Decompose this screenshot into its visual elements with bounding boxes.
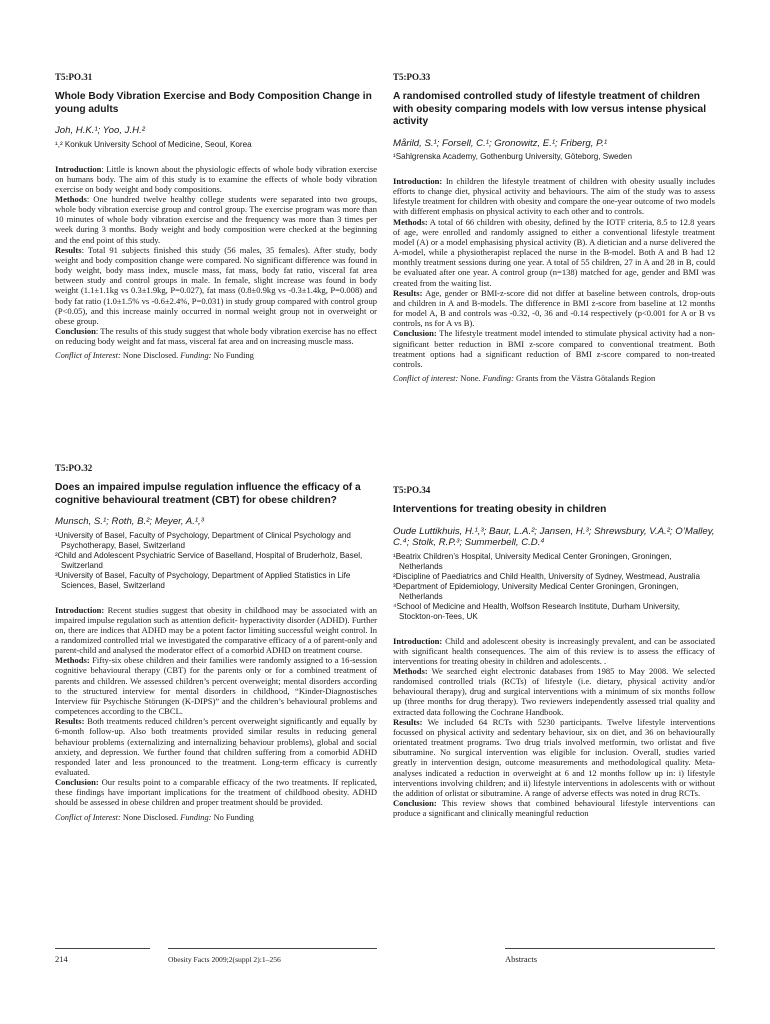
affiliation: ¹Beatrix Children’s Hospital, University Medical Center Groningen, Groningen, Netherlands — [393, 551, 672, 571]
abstract-body — [55, 164, 377, 347]
section-heading: Conclusion: — [393, 328, 437, 339]
section-text: The lifestyle treatment model intended to stimulate physical activity had a non-significant better reduction in BMI z-score compared to conventional treatment. Both treatment options had a significant reduction of BMI z-score compared to non-treated controls. — [393, 328, 715, 369]
section-heading: Results: — [393, 716, 423, 727]
page-number: 214 — [55, 954, 68, 964]
abstract-affiliations — [55, 140, 377, 150]
footer-rule-right — [505, 948, 715, 949]
abstract-section — [393, 717, 715, 798]
abstract-body — [393, 636, 715, 819]
section-heading: Methods: — [393, 216, 428, 227]
abstract-affiliations — [393, 152, 715, 162]
affiliation: ¹,² Konkuk University School of Medicine, Seoul, Korea — [55, 139, 252, 149]
abstract-section — [393, 328, 715, 369]
footer-rule-center — [168, 948, 377, 949]
abstract-section — [393, 217, 715, 288]
abstract-body — [393, 176, 715, 369]
abstract-section — [55, 716, 377, 777]
abstract-affiliations — [393, 552, 715, 622]
section-text: Our results point to a comparable efficacy of the two treatments. If replicated, these findings have important implications for the treatment of childhood obesity. ADHD should be assessed in obese children and proper treatment should be provided. — [55, 777, 378, 808]
abstract-affiliations — [55, 531, 377, 591]
section-heading: Results: — [55, 716, 85, 727]
section-text: One hundred twelve healthy college students were separated into two groups, whole body vibration exercise group and control group. The exercise program was more than 10 minutes of whole body vibration exercise and the frequency was more than 3 times per week during 3 months. Body weight and body composition were checked at the beginning and the end point of this study. — [55, 193, 377, 245]
section-heading: Methods — [55, 193, 87, 204]
section-text: Total 91 subjects finished this study (56 males, 35 females). After study, body weight and body composition change were compared. No significant difference was found in body weight, body mass index, muscle mass, fat mass, body fat ratio, visceral fat area between study and control groups in male. In female, slight increase was found in body weight (1.1±1.1kg vs 0.3±1.9kg, P=0.027), fat mass (0.8±0.9kg vs -0.3±1.4kg, P=0.008) and body fat ratio (1.0±1.5% vs -0.6±2.4%, P=0.031) in study group compared with control group (P<0.05), and this increase mainly occurred in normal weight group not in overweight or obese group. — [55, 244, 377, 326]
abstract-section — [393, 176, 715, 217]
abstract-section: Introduction: Little is known about the physiologic effects of whole body vibration exercise on humans body. The aim of this study is to examine the effects of whole body vibration exercise on body weight and body compositions. — [55, 163, 378, 194]
section-text: We searched eight electronic databases from 1985 to May 2008. We selected randomised controlled trials (RCTs) of lifestyle (i.e. dietary, physical activity and/or behavioural therapy), drug and surgical interventions with a minimum of six months follow up (three months for drug therapy). Two reviewers independently assessed trial quality and extracted data following the Cochrane Handbook. — [393, 665, 715, 717]
abstract-t5-po32 — [55, 463, 377, 823]
conflict-of-interest: Conflict of Interest: None Disclosed. Funding: No Funding — [55, 351, 254, 361]
section-heading: Methods: — [393, 665, 428, 676]
abstract-authors: Mårild, S.¹; Forsell, C.¹; Gronowitz, E.¹; Friberg, P.¹ — [393, 137, 608, 149]
abstract-code: T5:PO.33 — [393, 72, 431, 82]
abstract-title: Whole Body Vibration Exercise and Body Composition Change in young adults — [55, 91, 372, 115]
abstract-title: Does an impaired impulse regulation influence the efficacy of a cognitive behavioural treatment (CBT) for obese children? — [55, 482, 361, 506]
conflict-of-interest: Conflict of interest: None. Funding: Grants from the Västra Götalands Region — [393, 373, 656, 383]
section-heading: Conclusion — [55, 326, 96, 336]
section-heading: Introduction: — [393, 176, 443, 186]
section-text: Both treatments reduced children’s percent overweight significantly and equally by 6-month follow-up. Also both treatments provided similar results in reducing general behaviour problems (externalizing and internalizing behaviour problems), global and social anxiety, and depression. We further found that children suffering from a comorbid ADHD responded later and less pronounced to the treatment. Long-term efficacy is currently evaluated. — [55, 716, 378, 777]
abstract-section: Methods: One hundred twelve healthy college students were separated into two groups, whole body vibration exercise group and control group. The exercise program was more than 10 minutes of whole body vibration exercise and the frequency was more than 3 times per week during 3 months. Body weight and body composition were checked at the beginning and the end point of this study. — [55, 193, 377, 245]
abstract-section — [55, 777, 377, 807]
abstract-t5-po33 — [393, 72, 715, 384]
abstract-section: Conclusion: The results of this study suggest that whole body vibration exercise has no effect on reducing body weight and fat mass, visceral fat area and on increasing muscle mass. — [55, 326, 377, 347]
section-heading: Results: — [393, 287, 423, 298]
section-text: A total of 66 children with obesity, defined by the IOTF criteria, 8.5 to 12.8 years of age, were enrolled and randomly assigned to either a conventional lifestyle treatment model (A) or a model emphasising physical activity (B). A dietician and a nurse delivered the A-model, while a physiotherapist replaced the nurse in the B-model. Both A and B had 12 monthly treatment sessions during one year. A total of 55 children, 27 in A and 28 in B, could be evaluated after one year. A control group (n=138) matched for age, gender and BMI was created from the waiting list. — [393, 216, 715, 288]
section-heading: Methods: — [55, 655, 90, 666]
section-text: The results of this study suggest that whole body vibration exercise has no effect on reducing body weight and fat mass, visceral fat area and on increasing muscle mass. — [55, 326, 377, 347]
conflict-of-interest: Conflict of Interest: None Disclosed. Funding: No Funding — [55, 812, 254, 822]
abstract-section — [393, 636, 715, 666]
abstract-t5-po34 — [393, 485, 715, 818]
section-heading: Results — [55, 244, 82, 255]
abstract-section: Results: Total 91 subjects finished this study (56 males, 35 females). After study, body weight and body composition change were compared. No significant difference was found in body weight, body mass index, muscle mass, fat mass, body fat ratio, visceral fat area between study and control groups in male. In female, slight increase was found in body weight (1.1±1.1kg vs 0.3±1.9kg, P=0.027), fat mass (0.8±0.9kg vs -0.3±1.4kg, P=0.008) and body fat ratio (1.0±1.5% vs -0.6±2.4%, P=0.031) in study group compared with control group (P<0.05), and this increase mainly occurred in normal weight group not in overweight or obese group. — [55, 244, 377, 326]
abstract-authors: Oude Luttikhuis, H.¹,³; Baur, L.A.²; Jansen, H.³; Shrewsbury, V.A.²; O’Malley, C.⁴; Stolk, R.P.³; Summerbell, C.D.⁴ — [393, 525, 715, 548]
abstract-t5-po31 — [55, 72, 377, 361]
section-text: This review shows that combined behavioural lifestyle interventions can produce a significant and clinically meaningful reduction — [393, 798, 715, 819]
affiliation: ¹Sahlgrenska Academy, Gothenburg University, Göteborg, Sweden — [393, 152, 633, 161]
abstract-code: T5:PO.32 — [55, 463, 93, 473]
affiliation: ²Discipline of Paediatrics and Child Health, University of Sydney, Westmead, Australia — [393, 571, 700, 581]
affiliation: ³Department of Epidemiology, University Medical Center Groningen, Groningen, Netherlands — [393, 581, 679, 601]
section-text: In children the lifestyle treatment of children with obesity usually includes efforts to change diet, physical activity and behaviours. The aim of the study was to assess lifestyle treatment for children with obesity and compare the one-year outcome of two models with different emphasis on physical activity to each other and to controls. — [393, 176, 716, 217]
section-heading: Introduction: — [55, 604, 105, 615]
section-heading: Introduction: — [393, 635, 443, 646]
abstract-section — [55, 605, 377, 656]
affiliation: ²Child and Adolescent Psychiatric Service of Baselland, Hospital of Bruderholz, Basel, Switzerland — [55, 550, 363, 570]
section-heading: Conclusion: — [393, 798, 437, 808]
section-text: We included 64 RCTs with 5230 participants. Twelve lifestyle interventions focussed on physical activity and sedentary behaviour, six on diet, and 36 on behaviourally orientated treatment programs. Two drug trials involved metformin, two orlistat and five sibutramine. No surgical intervention was eligible for inclusion. Overall, studies varied greatly in intervention design, outcome measurements and methodological quality. Meta-analyses indicated a reduction in overweight at 6 and 12 months follow up in: i) lifestyle interventions involving children; and ii) lifestyle interventions in adolescents with or without the addition of orlistat or sibutramine. A range of adverse effects was noted in drug RCTs. — [393, 716, 715, 798]
abstract-title: Interventions for treating obesity in children — [393, 504, 607, 515]
abstract-section — [55, 655, 377, 716]
section-text: Recent studies suggest that obesity in childhood may be associated with an impaired impulse regulation such as attention deficit- hyperactivity disorder (ADHD). Further on, there are indices that ADHD may be a potent factor limiting successful weight control. In a randomized controlled trial we investigated the comparative efficacy of a of parent-only and parent-child and analysed the moderator effect of a comorbid ADHD on treatment course. — [55, 604, 378, 656]
abstract-section — [393, 798, 715, 818]
abstract-authors: Munsch, S.¹; Roth, B.²; Meyer, A.¹,³ — [55, 516, 204, 527]
section-heading: Introduction — [55, 163, 102, 174]
section-text: Age, gender or BMI-z-score did not differ at baseline between controls, drop-outs and children in A and B-models. The difference in BMI z-score from baseline at 12 months for model A, B and controls was -0.32, -0, 36 and -0.14 respectively (p<0.001 for A or B vs controls, ns for A vs B). — [393, 287, 715, 329]
section-heading: Conclusion: — [55, 777, 99, 788]
affiliation: ¹University of Basel, Faculty of Psychology, Department of Clinical Psychology and Psychotherapy, Basel, Switzerland — [55, 530, 351, 550]
affiliation: ³University of Basel, Faculty of Psychology, Department of Applied Statistics in Life Sciences, Basel, Switzerland — [55, 570, 351, 590]
abstract-section — [393, 666, 715, 717]
section-text: Child and adolescent obesity is increasingly prevalent, and can be associated with significant health consequences. The aim of this review is to assess the efficacy of interventions for treating obesity in children and adolescents. . — [393, 635, 715, 666]
abstract-code: T5:PO.31 — [55, 72, 93, 82]
affiliation: ⁴School of Medicine and Health, Wolfson Research Institute, Durham University, Stockton-on-Tees, UK — [393, 601, 681, 621]
section-label: Abstracts — [505, 954, 538, 964]
journal-citation: Obesity Facts 2009;2(suppl 2):1–256 — [168, 955, 281, 964]
abstract-section — [393, 288, 715, 329]
abstract-body — [55, 605, 377, 808]
section-text: Little is known about the physiologic effects of whole body vibration exercise on humans body. The aim of this study is to examine the effects of whole body vibration exercise on body weight and body compositions. — [55, 163, 378, 194]
abstract-authors: Joh, H.K.¹; Yoo, J.H.² — [55, 125, 145, 136]
abstract-code: T5:PO.34 — [393, 485, 431, 495]
footer-rule-left — [55, 948, 150, 949]
section-text: Fifty-six obese children and their families were randomly assigned to a 16-session cognitive behavioural therapy (CBT) for the parents only or for a combined treatment of parents and children. We assessed children’s percent overweight; mental disorders according to the structured interview for mental disorders in childhood, “Kinder-Diagnostisches Interview für Psychische Störungen (K-DIPS)” and the children’s behavioural problems and competences according to the CBCL. — [55, 655, 377, 717]
abstract-title: A randomised controlled study of lifestyle treatment of children with obesity comparing models with low versus intense physical activity — [393, 91, 707, 127]
